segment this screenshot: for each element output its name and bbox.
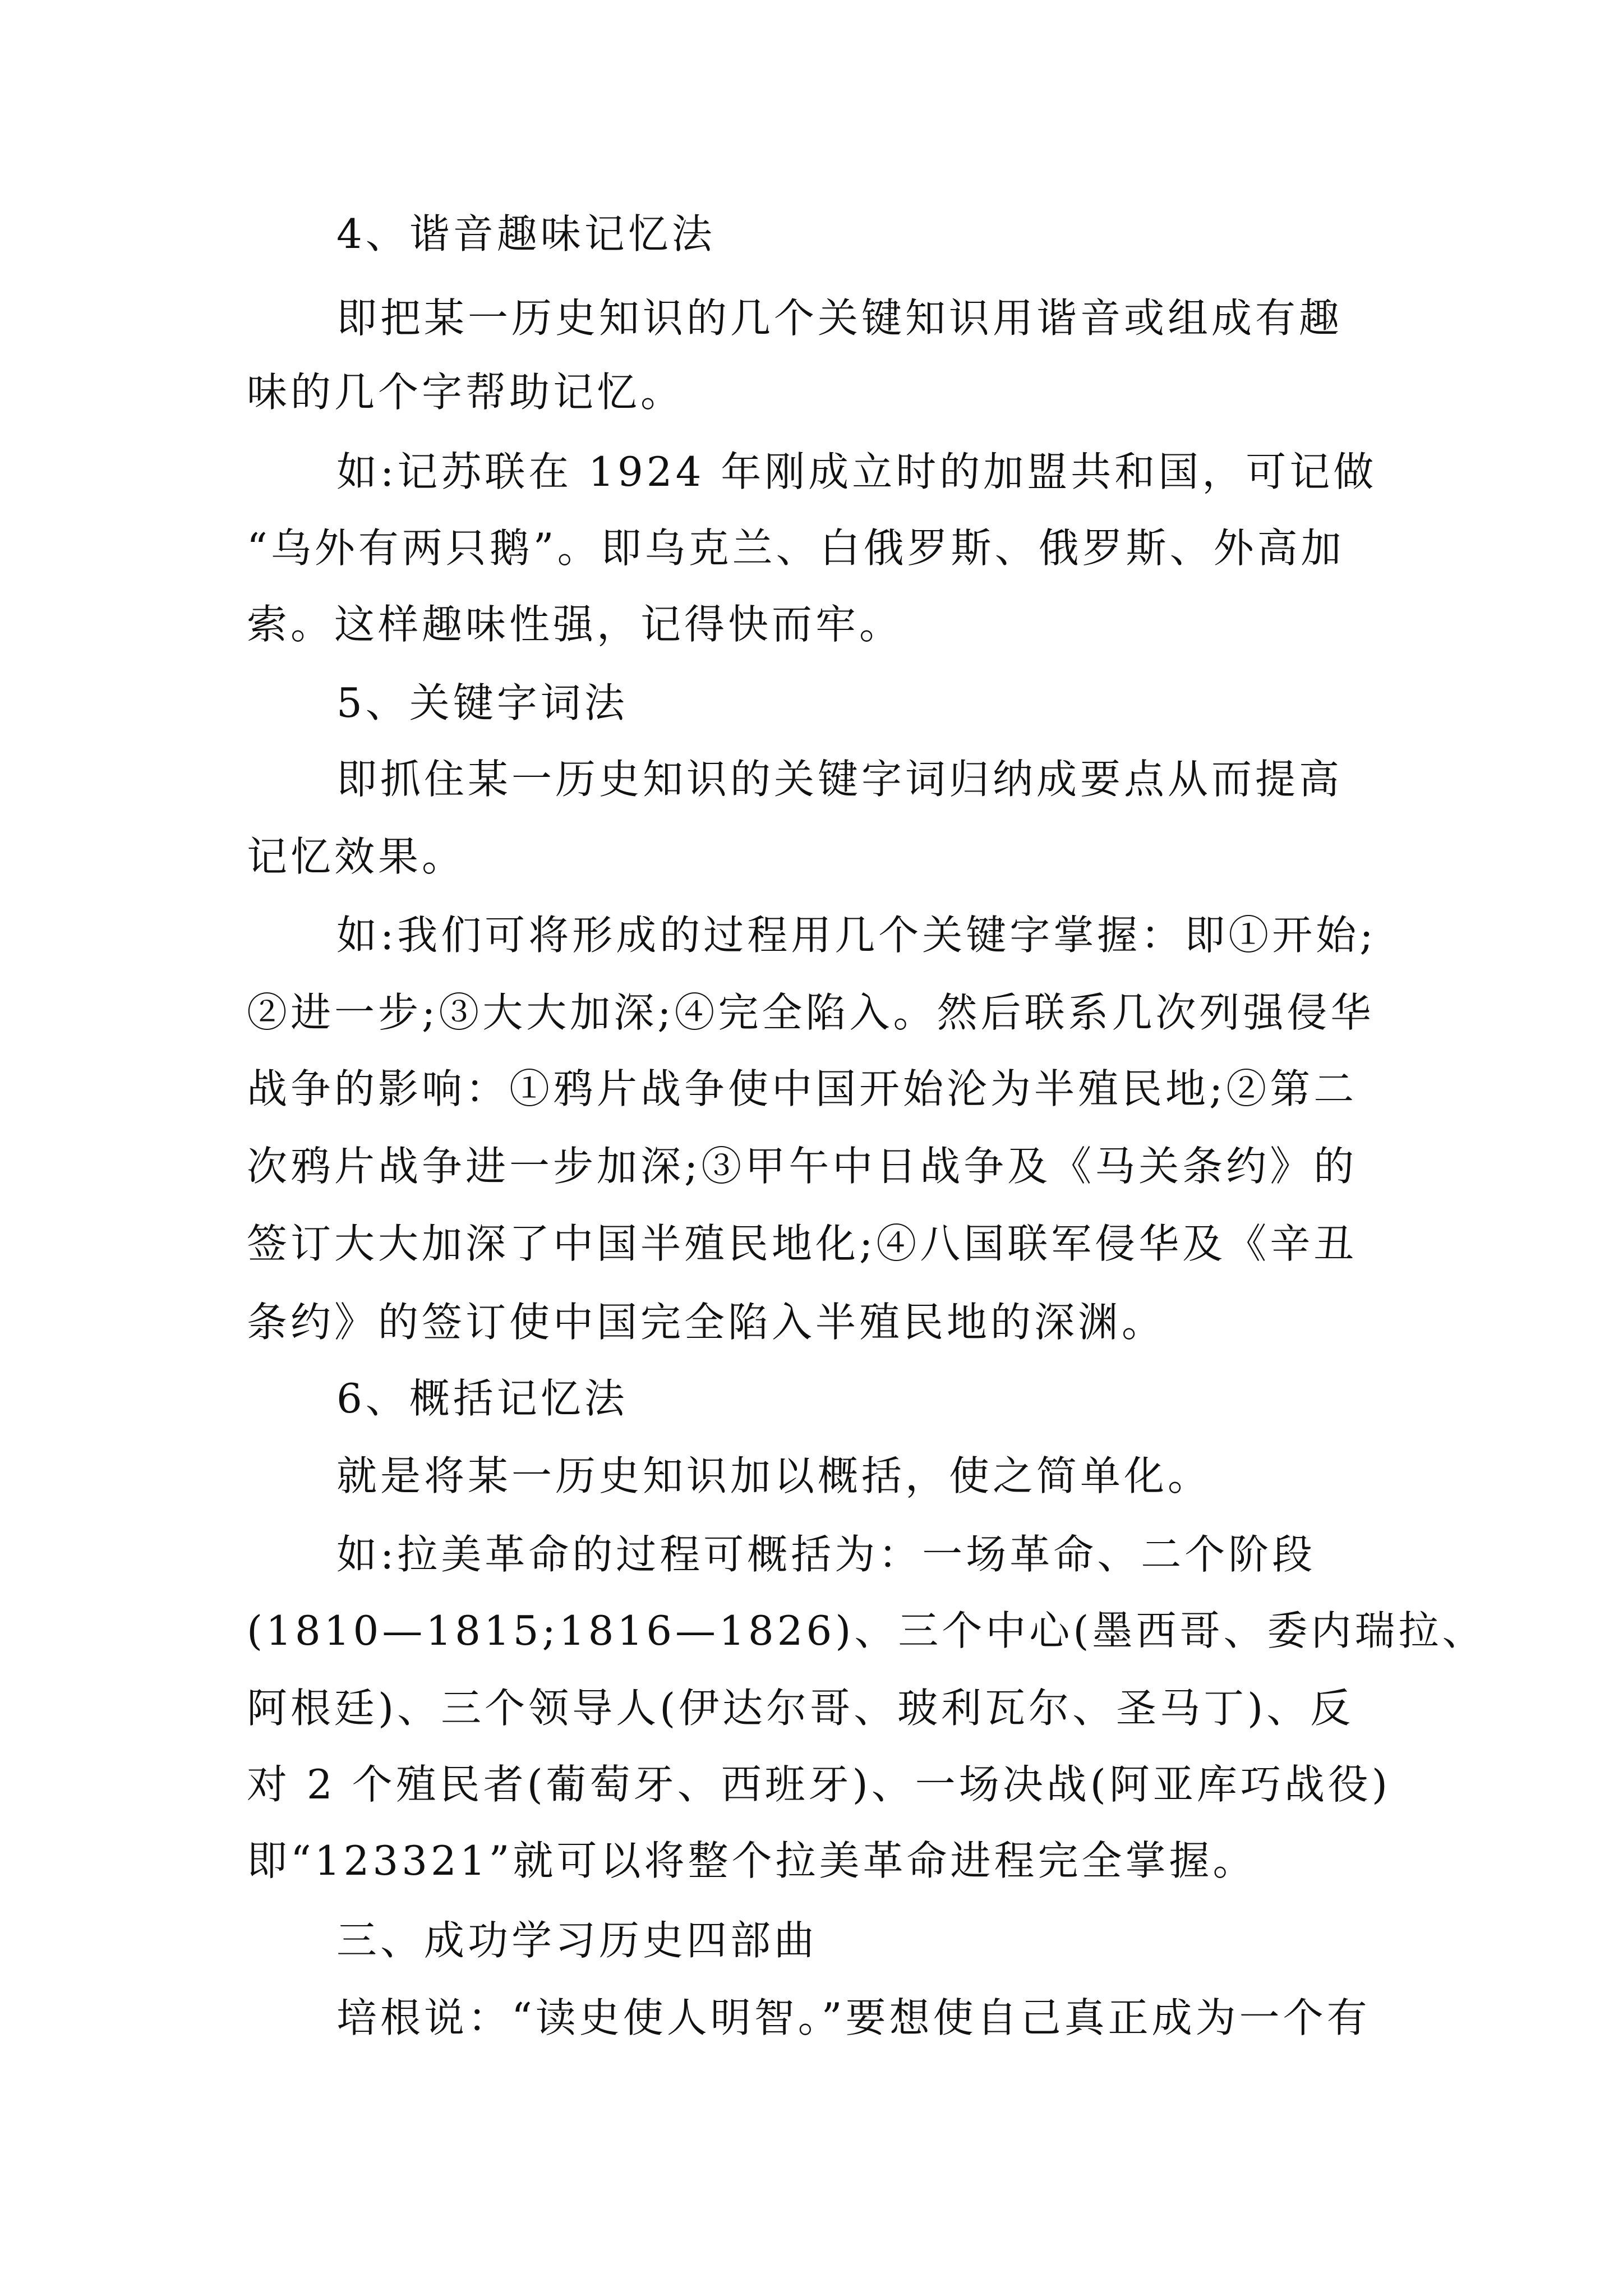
paragraph-line: 如:记苏联在 1924 年刚成立时的加盟共和国，可记做 (336, 448, 1377, 495)
paragraph-line: 次鸦片战争进一步加深;③甲午中日战争及《马关条约》的 (247, 1143, 1358, 1190)
heading-homophone-method: 4、谐音趣味记忆法 (336, 210, 716, 257)
paragraph-line: “乌外有两只鹅”。即乌克兰、白俄罗斯、俄罗斯、外高加 (247, 524, 1345, 572)
paragraph-line: 即把某一历史知识的几个关键知识用谐音或组成有趣 (336, 295, 1343, 342)
paragraph-line: ②进一步;③大大加深;④完全陷入。然后联系几次列强侵华 (247, 989, 1375, 1036)
heading-keyword-method: 5、关键字词法 (336, 679, 628, 726)
paragraph-line: 即“123321”就可以将整个拉美革命进程完全掌握。 (247, 1837, 1257, 1884)
paragraph-line: 战争的影响：①鸦片战争使中国开始沦为半殖民地;②第二 (247, 1065, 1358, 1112)
paragraph-line: 记忆效果。 (247, 833, 466, 880)
paragraph-line: 签订大大加深了中国半殖民地化;④八国联军侵华及《辛丑 (247, 1220, 1358, 1267)
paragraph-line: 如:拉美革命的过程可概括为：一场革命、二个阶段 (336, 1531, 1316, 1578)
paragraph-line: 如:我们可将形成的过程用几个关键字掌握：即①开始; (336, 912, 1377, 959)
paragraph-line: 阿根廷)、三个领导人(伊达尔哥、玻利瓦尔、圣马丁)、反 (247, 1685, 1354, 1732)
paragraph-line: 条约》的签订使中国完全陷入半殖民地的深渊。 (247, 1299, 1166, 1346)
paragraph-line: 即抓住某一历史知识的关键字词归纳成要点从而提高 (336, 756, 1343, 803)
paragraph-line: 就是将某一历史知识加以概括，使之简单化。 (336, 1452, 1212, 1499)
paragraph-line: 培根说：“读史使人明智。”要想使自己真正成为一个有 (336, 1994, 1371, 2041)
paragraph-line: 索。这样趣味性强，记得快而牢。 (247, 601, 903, 648)
paragraph-line: (1810—1815;1816—1826)、三个中心(墨西哥、委内瑞拉、 (247, 1607, 1486, 1654)
paragraph-line: 味的几个字帮助记忆。 (247, 369, 685, 416)
heading-summary-method: 6、概括记忆法 (336, 1375, 628, 1422)
paragraph-line: 对 2 个殖民者(葡萄牙、西班牙)、一场决战(阿亚库巧战役) (247, 1761, 1391, 1808)
heading-section-three: 三、成功学习历史四部曲 (336, 1917, 818, 1964)
